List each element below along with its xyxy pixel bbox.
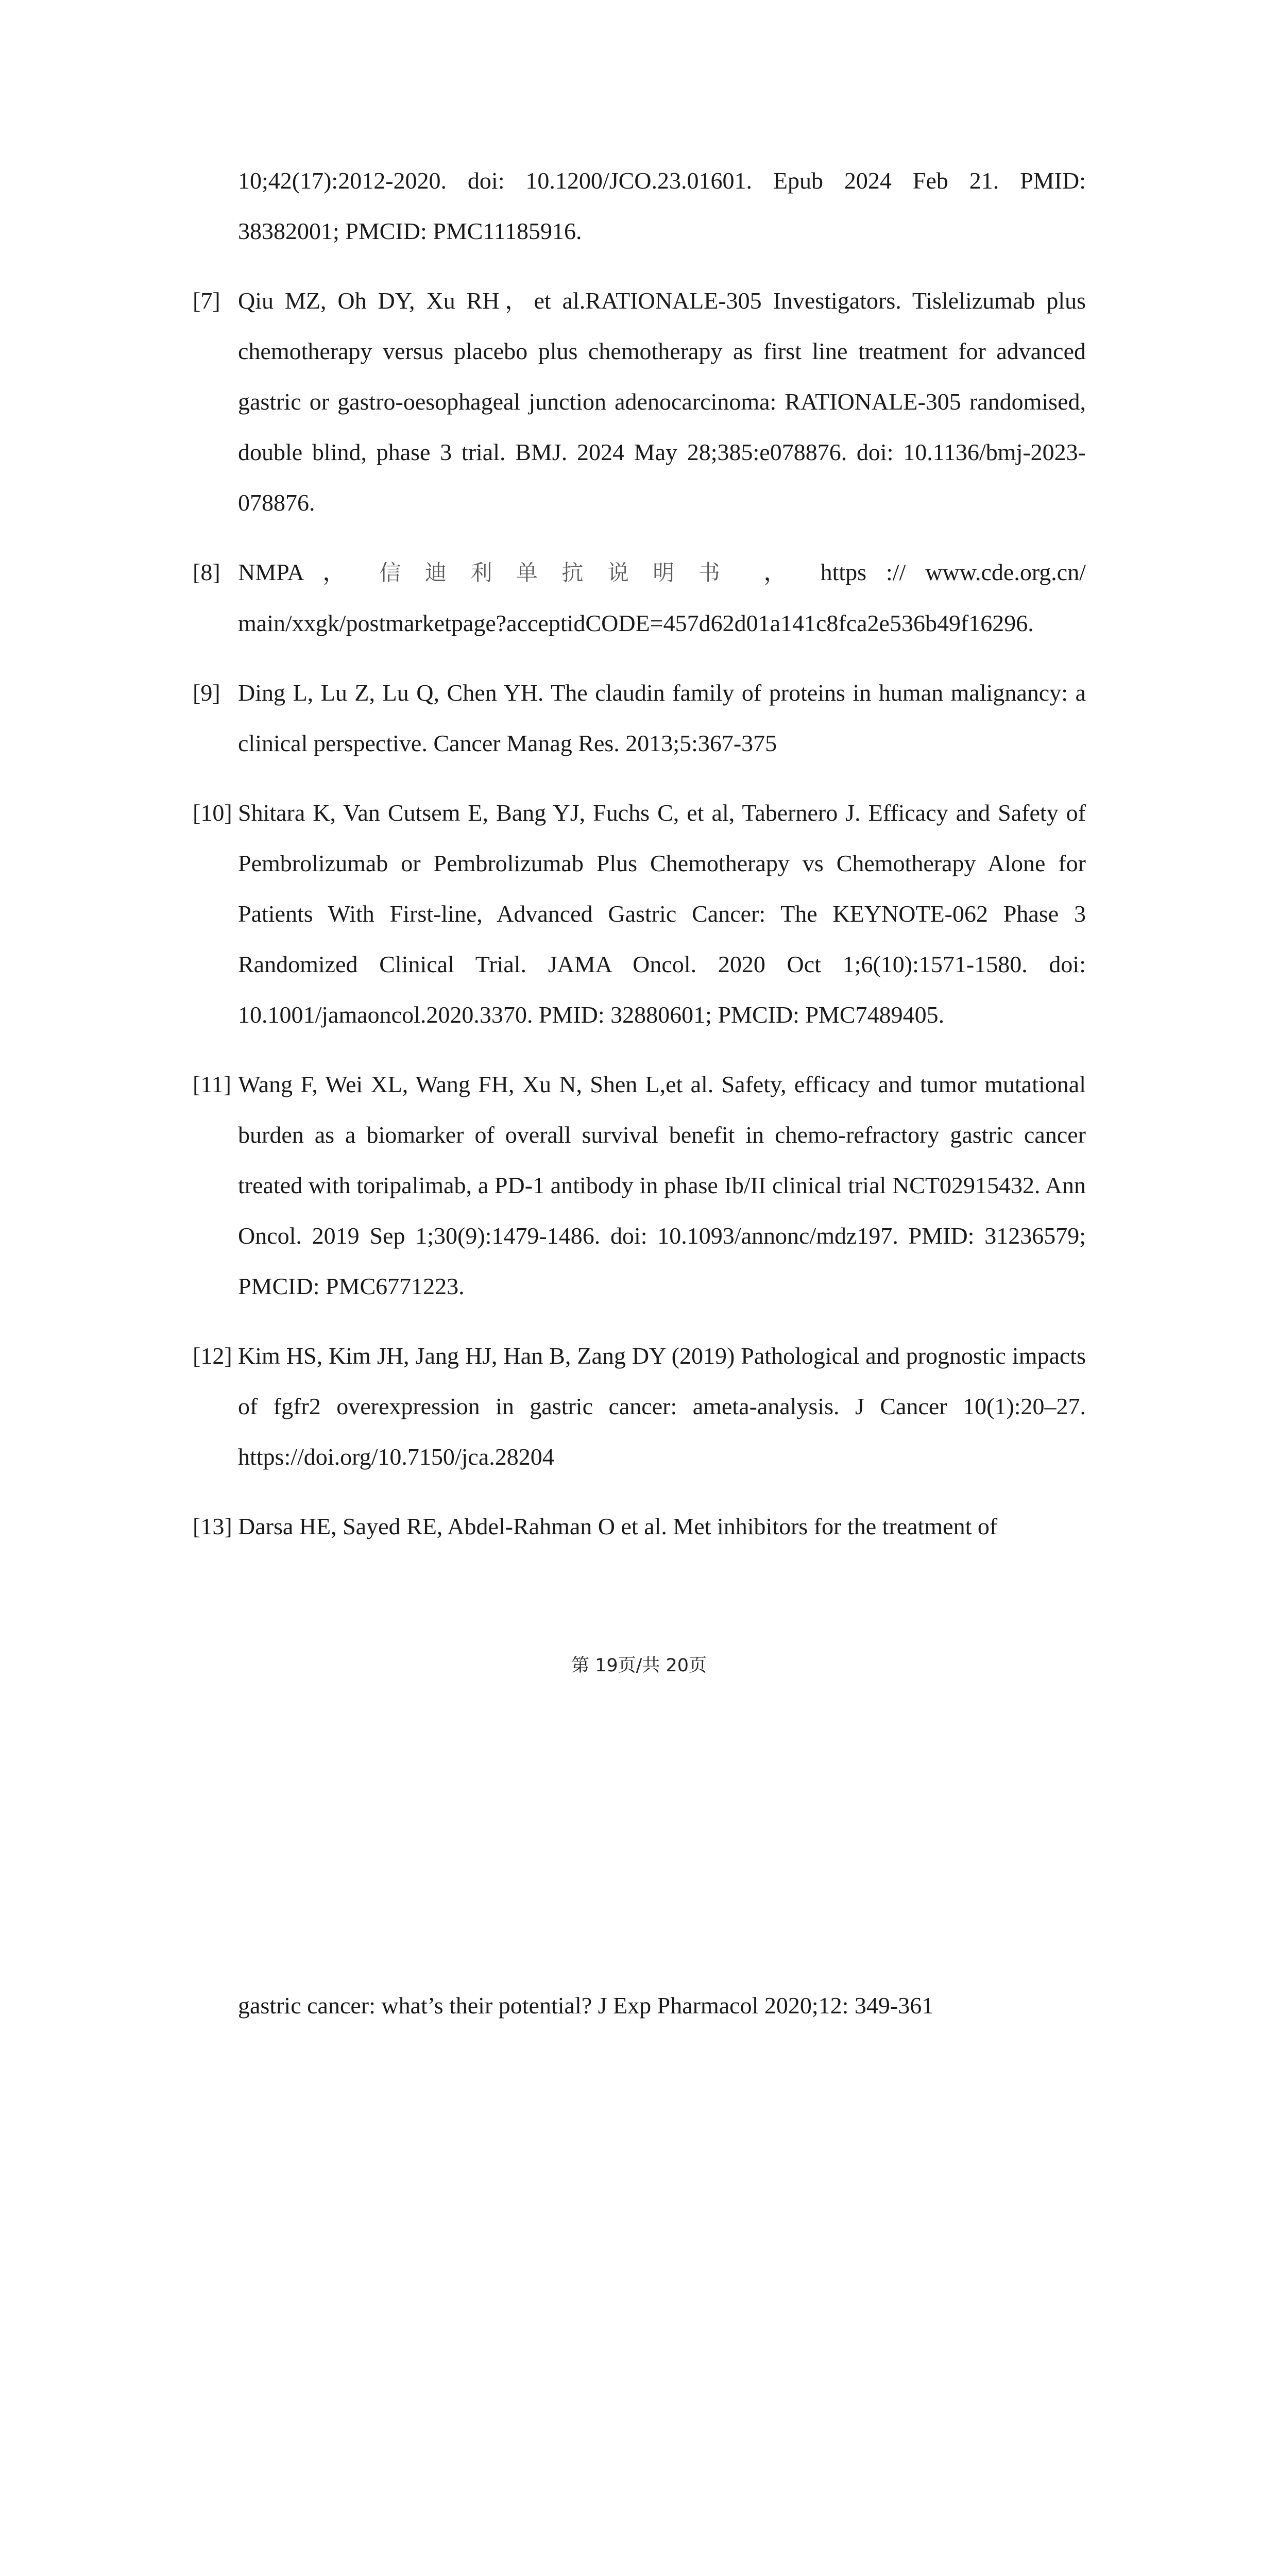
reference-text: Wang F, Wei XL, Wang FH, Xu N, Shen L,et al. Safety, efficacy and tumor mutational burden as a biomarker of overall survival benefit in chemo-refractory gastric cancer treated with toripalimab, a PD-1 antibody in phase Ib/II clinical trial NCT02915432. Ann Oncol. 2019 Sep 1;30(9):1479-1486. doi: 10.1093/annonc/mdz197. PMID: 31236579; PMCID: PMC6771223.	[238, 1071, 1086, 1299]
reference-suffix: ， https :// www.cde.org.cn/ main/xxgk/postmarketpage?acceptidCODE=457d62d01a141c8fca2e536b49f16296.	[238, 559, 1086, 636]
page-footer: 第 19页/共 20页	[571, 1655, 707, 1676]
reference-13-continuation: gastric cancer: what’s their potential? J Exp Pharmacol 2020;12: 349-361	[238, 1992, 934, 2019]
reference-13	[193, 1501, 1086, 1552]
reference-number: [12]	[193, 1343, 232, 1369]
reference-11	[193, 1059, 1086, 1312]
reference-text: Darsa HE, Sayed RE, Abdel-Rahman O et al. Met inhibitors for the treatment of	[238, 1513, 998, 1539]
reference-number: [7]	[193, 287, 220, 314]
reference-list	[193, 1980, 1086, 2031]
reference-number: [13]	[193, 1513, 232, 1539]
reference-text: Ding L, Lu Z, Lu Q, Chen YH. The claudin family of proteins in human malignancy: a clinical perspective. Cancer Manag Res. 2013;5:367-375	[238, 680, 1086, 756]
page-20	[0, 1700, 1278, 2576]
reference-number: [8]	[193, 559, 220, 585]
reference-7	[193, 276, 1086, 528]
reference-12	[193, 1331, 1086, 1482]
reference-prefix: NMPA ，	[238, 559, 360, 585]
reference-number: [10]	[193, 800, 232, 826]
reference-number: [9]	[193, 680, 220, 706]
reference-6-continuation: 10;42(17):2012-2020. doi: 10.1200/JCO.23.01601. Epub 2024 Feb 21. PMID: 38382001; PMCID: PMC11185916.	[238, 167, 1086, 244]
reference-cjk-title: 信迪利单抗说明书	[379, 560, 744, 585]
reference-text: Qiu MZ, Oh DY, Xu RH，et al.RATIONALE-305 Investigators. Tislelizumab plus chemotherapy versus placebo plus chemotherapy as first line treatment for advanced gastric or gastro-oesophageal junction adenocarcinoma: RATIONALE-305 randomised, double blind, phase 3 trial. BMJ. 2024 May 28;385:e078876. doi: 10.1136/bmj-2023-078876.	[238, 287, 1086, 516]
reference-text	[238, 547, 1086, 649]
reference-9	[193, 668, 1086, 769]
reference-10	[193, 788, 1086, 1040]
reference-8	[193, 547, 1086, 649]
reference-text: Kim HS, Kim JH, Jang HJ, Han B, Zang DY (2019) Pathological and prognostic impacts of fgfr2 overexpression in gastric cancer: ameta-analysis. J Cancer 10(1):20–27. https://doi.org/10.7150/jca.28204	[238, 1343, 1086, 1470]
reference-number: [11]	[193, 1071, 231, 1097]
reference-list	[193, 156, 1086, 1552]
reference-text: Shitara K, Van Cutsem E, Bang YJ, Fuchs C, et al, Tabernero J. Efficacy and Safety of Pembrolizumab or Pembrolizumab Plus Chemotherapy vs Chemotherapy Alone for Patients With First-line, Advanced Gastric Cancer: The KEYNOTE-062 Phase 3 Randomized Clinical Trial. JAMA Oncol. 2020 Oct 1;6(10):1571-1580. doi: 10.1001/jamaoncol.2020.3370. PMID: 32880601; PMCID: PMC7489405.	[238, 800, 1086, 1028]
